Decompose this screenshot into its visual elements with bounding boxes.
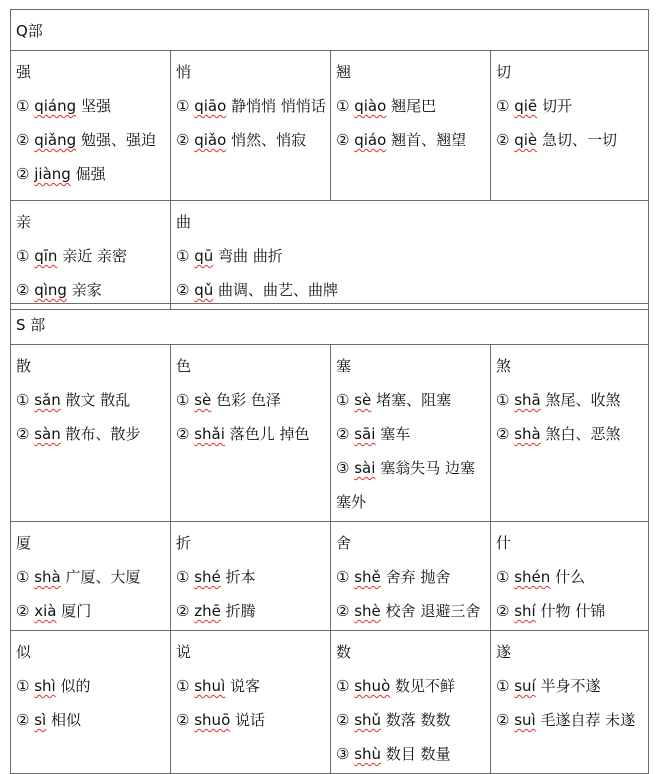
reading-pinyin: shí: [514, 602, 536, 620]
reading-num: ①: [496, 391, 510, 409]
reading-line: [16, 273, 166, 307]
reading-num: ①: [336, 97, 350, 115]
entry-char: 折: [176, 534, 192, 552]
reading-line: [16, 560, 166, 594]
reading-num: ①: [176, 97, 190, 115]
entry-cell: [331, 522, 491, 631]
reading-line: [176, 239, 644, 273]
reading-num: ①: [16, 391, 30, 409]
reading-words: 曲调、曲艺、曲牌: [218, 281, 339, 299]
reading-num: ①: [336, 677, 350, 695]
reading-pinyin: sāi: [354, 425, 376, 443]
reading-num: ①: [16, 97, 30, 115]
reading-pinyin: qiè: [514, 131, 538, 149]
reading-words: 煞白、恶煞: [545, 425, 621, 443]
reading-line: [496, 594, 644, 628]
reading-words: 倔强: [75, 165, 106, 183]
reading-num: ②: [496, 711, 510, 729]
reading-words: 什么: [555, 568, 586, 586]
entry-cell: [491, 631, 649, 774]
reading-pinyin: qǔ: [194, 281, 214, 299]
reading-words: 翘首、翘望: [391, 131, 467, 149]
reading-pinyin: shù: [354, 745, 382, 763]
reading-words: 数落 数数: [385, 711, 451, 729]
reading-line: [496, 560, 644, 594]
reading-num: ②: [176, 425, 190, 443]
reading-line: [336, 89, 486, 123]
reading-line: [336, 383, 486, 417]
reading-words: 说客: [230, 677, 261, 695]
entry-cell: [11, 631, 171, 774]
reading-num: ②: [496, 602, 510, 620]
reading-num: ①: [336, 568, 350, 586]
reading-words: 校舍 退避三舍: [385, 602, 481, 620]
entry-char: 塞: [336, 357, 352, 375]
reading-words: 说话: [235, 711, 266, 729]
entry-cell: [171, 345, 331, 522]
reading-pinyin: jiàng: [34, 165, 71, 183]
entry-cell: [11, 201, 171, 310]
entry-cell: [171, 522, 331, 631]
reading-pinyin: shǎi: [194, 425, 225, 443]
reading-words: 散布、散步: [65, 425, 141, 443]
reading-num: ②: [16, 711, 30, 729]
reading-words: 急切、一切: [541, 131, 617, 149]
entry-char: 曲: [176, 213, 192, 231]
entry-cell: [331, 51, 491, 201]
entry-cell: [11, 522, 171, 631]
q-section-table: [10, 9, 649, 310]
reading-line: [176, 89, 326, 123]
entry-char: 亲: [16, 213, 32, 231]
reading-line: [496, 123, 644, 157]
reading-pinyin: shè: [354, 602, 381, 620]
reading-line: [16, 669, 166, 703]
reading-num: ②: [16, 281, 30, 299]
reading-line: [16, 157, 166, 191]
reading-words: 塞翁失马 边塞 塞外: [336, 459, 475, 511]
reading-pinyin: sǎn: [34, 391, 61, 409]
entry-char: 说: [176, 643, 192, 661]
entry-char: 厦: [16, 534, 32, 552]
reading-words: 散文 散乱: [65, 391, 131, 409]
reading-pinyin: shě: [354, 568, 381, 586]
reading-words: 折腾: [225, 602, 256, 620]
reading-pinyin: shuō: [194, 711, 231, 729]
reading-words: 舍弃 抛舍: [385, 568, 451, 586]
entry-char: 强: [16, 63, 32, 81]
reading-line: [496, 703, 644, 737]
reading-words: 塞车: [380, 425, 411, 443]
reading-pinyin: shǔ: [354, 711, 382, 729]
reading-pinyin: sài: [354, 459, 376, 477]
entry-char: 数: [336, 643, 352, 661]
entry-char: 什: [496, 534, 512, 552]
reading-line: [16, 703, 166, 737]
reading-num: ①: [16, 568, 30, 586]
reading-num: ②: [336, 711, 350, 729]
entry-char: 散: [16, 357, 32, 375]
reading-words: 翘尾巴: [391, 97, 437, 115]
reading-pinyin: qiáng: [34, 97, 77, 115]
reading-words: 毛遂自荐 未遂: [540, 711, 636, 729]
s-section-title: S 部: [11, 304, 649, 345]
reading-words: 落色儿 掉色: [229, 425, 310, 443]
reading-line: [176, 669, 326, 703]
reading-num: ①: [176, 677, 190, 695]
reading-pinyin: qiào: [354, 97, 387, 115]
reading-pinyin: shà: [514, 425, 541, 443]
entry-cell: [491, 522, 649, 631]
reading-words: 坚强: [80, 97, 111, 115]
reading-pinyin: shén: [514, 568, 551, 586]
reading-num: ②: [16, 602, 30, 620]
entry-char: 切: [496, 63, 512, 81]
reading-num: ②: [336, 602, 350, 620]
reading-num: ②: [176, 602, 190, 620]
reading-line: [176, 594, 326, 628]
reading-pinyin: shuò: [354, 677, 391, 695]
reading-num: ②: [336, 131, 350, 149]
reading-pinyin: qiǎo: [194, 131, 227, 149]
reading-words: 弯曲 曲折: [218, 247, 283, 265]
reading-words: 亲家: [71, 281, 102, 299]
reading-line: [336, 594, 486, 628]
reading-pinyin: sì: [34, 711, 47, 729]
reading-words: 勉强、强迫: [80, 131, 156, 149]
reading-num: ②: [16, 131, 30, 149]
reading-pinyin: sè: [354, 391, 372, 409]
reading-words: 煞尾、收煞: [545, 391, 621, 409]
reading-line: [336, 703, 486, 737]
reading-num: ②: [16, 165, 30, 183]
reading-pinyin: qū: [194, 247, 214, 265]
reading-words: 色彩 色泽: [216, 391, 281, 409]
reading-line: [336, 123, 486, 157]
reading-line: [16, 417, 166, 451]
reading-line: [336, 669, 486, 703]
entry-char: 煞: [496, 357, 512, 375]
entry-char: 似: [16, 643, 32, 661]
reading-line: [496, 383, 644, 417]
s-section-table: [10, 303, 649, 774]
reading-line: [16, 383, 166, 417]
reading-words: 折本: [225, 568, 256, 586]
reading-line: [16, 89, 166, 123]
reading-pinyin: suí: [514, 677, 536, 695]
reading-pinyin: shì: [34, 677, 56, 695]
reading-words: 半身不遂: [540, 677, 601, 695]
reading-pinyin: qiāo: [194, 97, 227, 115]
reading-line: [496, 669, 644, 703]
reading-num: ①: [496, 97, 510, 115]
reading-pinyin: suì: [514, 711, 536, 729]
reading-line: [176, 417, 326, 451]
reading-line: [336, 417, 486, 451]
entry-char: 悄: [176, 63, 192, 81]
reading-num: ②: [496, 425, 510, 443]
entry-char: 色: [176, 357, 192, 375]
entry-cell: [491, 51, 649, 201]
reading-pinyin: shā: [514, 391, 541, 409]
entry-cell: [171, 631, 331, 774]
reading-words: 相似: [51, 711, 82, 729]
entry-char: 舍: [336, 534, 352, 552]
reading-num: ②: [176, 281, 190, 299]
reading-line: [16, 123, 166, 157]
reading-pinyin: shà: [34, 568, 61, 586]
entry-cell: [11, 345, 171, 522]
reading-words: 厦门: [61, 602, 92, 620]
reading-num: ③: [336, 745, 350, 763]
reading-words: 什物 什锦: [540, 602, 606, 620]
reading-pinyin: qiǎng: [34, 131, 77, 149]
reading-line: [496, 417, 644, 451]
reading-pinyin: shé: [194, 568, 221, 586]
reading-line: [336, 451, 486, 519]
reading-pinyin: xià: [34, 602, 57, 620]
reading-words: 数见不鲜: [395, 677, 456, 695]
reading-num: ①: [496, 568, 510, 586]
entry-cell: [11, 51, 171, 201]
reading-words: 亲近 亲密: [62, 247, 127, 265]
reading-line: [176, 383, 326, 417]
entry-cell: [491, 345, 649, 522]
reading-words: 切开: [541, 97, 572, 115]
reading-line: [176, 703, 326, 737]
reading-num: ①: [176, 568, 190, 586]
reading-pinyin: sàn: [34, 425, 61, 443]
reading-num: ③: [336, 459, 350, 477]
reading-num: ②: [496, 131, 510, 149]
reading-pinyin: qiē: [514, 97, 538, 115]
entry-cell: [331, 345, 491, 522]
reading-line: [176, 273, 644, 307]
reading-words: 悄然、悄寂: [231, 131, 307, 149]
reading-num: ①: [176, 391, 190, 409]
reading-words: 数目 数量: [385, 745, 451, 763]
reading-pinyin: qīn: [34, 247, 58, 265]
reading-line: [16, 239, 166, 273]
entry-char: 翘: [336, 63, 352, 81]
reading-pinyin: sè: [194, 391, 212, 409]
reading-words: 广厦、大厦: [65, 568, 141, 586]
reading-num: ①: [496, 677, 510, 695]
reading-words: 堵塞、阻塞: [376, 391, 452, 409]
entry-cell: [331, 631, 491, 774]
reading-num: ②: [176, 131, 190, 149]
q-section-title: Q部: [11, 10, 649, 51]
reading-words: 静悄悄 悄悄话: [231, 97, 326, 115]
reading-num: ①: [336, 391, 350, 409]
reading-pinyin: qiáo: [354, 131, 387, 149]
reading-line: [496, 89, 644, 123]
reading-pinyin: qìng: [34, 281, 67, 299]
reading-line: [16, 594, 166, 628]
reading-line: [336, 560, 486, 594]
reading-num: ①: [16, 677, 30, 695]
reading-num: ②: [176, 711, 190, 729]
entry-char: 遂: [496, 643, 512, 661]
reading-line: [176, 560, 326, 594]
reading-num: ①: [16, 247, 30, 265]
reading-num: ①: [176, 247, 190, 265]
entry-cell: [171, 201, 649, 310]
reading-line: [336, 737, 486, 771]
entry-cell: [171, 51, 331, 201]
reading-line: [176, 123, 326, 157]
reading-num: ②: [336, 425, 350, 443]
reading-num: ②: [16, 425, 30, 443]
reading-pinyin: shuì: [194, 677, 226, 695]
reading-words: 似的: [60, 677, 91, 695]
reading-pinyin: zhē: [194, 602, 221, 620]
